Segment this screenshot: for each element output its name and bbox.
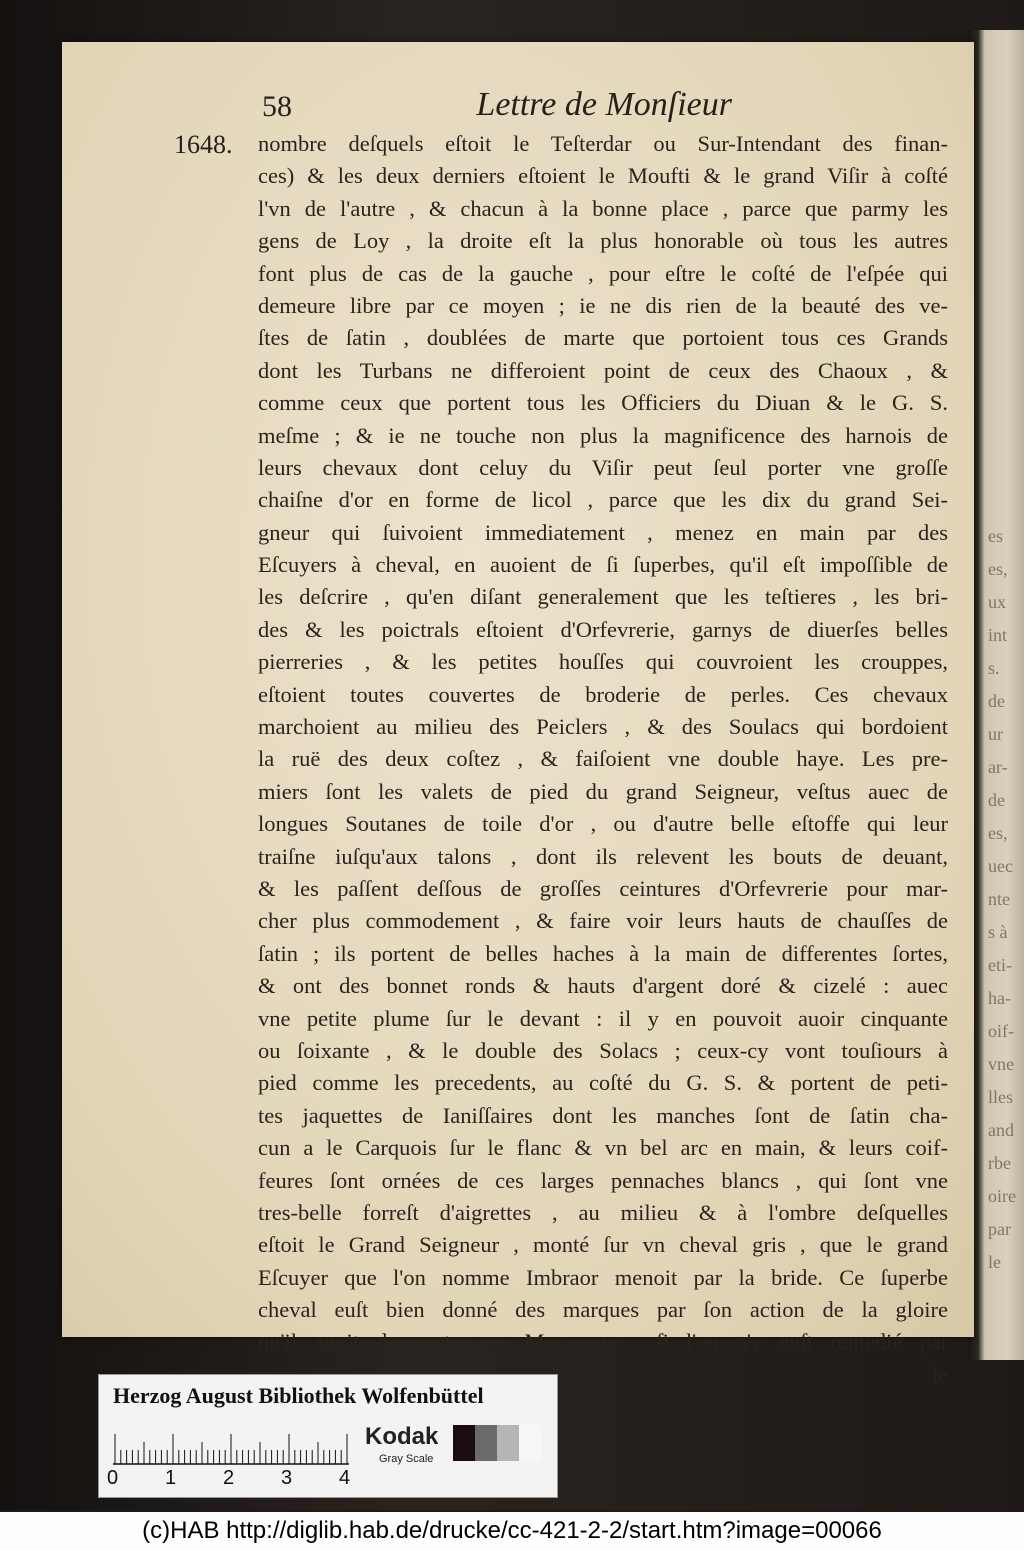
library-label-card [98,1374,558,1498]
facing-fragment: and [988,1120,1014,1140]
ruler-number: 1 [165,1467,177,1489]
body-text [258,128,948,1391]
text-line: cheval euſt bien donné des marques par ſon action de la gloire [258,1297,948,1323]
text-line: marchoient au milieu des Peiclers , & des Soulacs qui bordoient [258,714,948,740]
text-line: comme ceux que portent tous les Officiers du Diuan & le G. S. [258,390,948,416]
ruler-numbers [107,1467,357,1491]
ruler-number: 0 [107,1467,119,1489]
text-line: vne petite plume ſur le devant : il y en pouvoit auoir cinquante [258,1005,948,1031]
text-line: eſtoient toutes couvertes de broderie de perles. Ces chevaux [258,681,948,707]
gray-scale-label: Gray Scale [379,1453,434,1465]
kodak-logo: Kodak [365,1423,439,1450]
facing-fragment: de [988,790,1005,810]
facing-page-fragments [988,520,1024,1279]
gray-patch [519,1425,541,1461]
facing-fragment: par [988,1219,1011,1239]
gray-scale-patches [453,1425,541,1461]
facing-fragment: oire [988,1186,1016,1206]
text-line: ou ſoixante , & le double des Solacs ; ceux-cy vont touſiours à [258,1037,948,1063]
facing-fragment: ha- [988,988,1011,1008]
text-line: les deſcrire , qu'en diſant generalement que les teſtieres , les bri- [258,584,948,610]
text-line: gens de Loy , la droite eſt la plus honorable où tous les autres [258,228,948,254]
text-line: longues Soutanes de toile d'or , ou d'autre belle eſtoffe qui leur [258,811,948,837]
running-head [262,86,732,130]
text-line: pied comme les precedents, au coſté du G. S. & portent de peti- [258,1070,948,1096]
text-line: des & les poictrals eſtoient d'Orfevrerie, garnys de diuerſes belles [258,616,948,642]
facing-fragment: s. [988,658,1000,678]
facing-fragment: rbe [988,1153,1011,1173]
facing-fragment: oif- [988,1021,1014,1041]
facing-fragment: ux [988,592,1006,612]
text-line: ſtes de ſatin , doublées de marte que portoient tous ces Grands [258,325,948,351]
text-line: l'vn de l'autre , & chacun à la bonne place , parce que parmy les [258,195,948,221]
text-line: chaiſne d'or en forme de licol , parce que les dix du grand Sei- [258,487,948,513]
text-line: demeure libre par ce moyen ; ie ne dis rien de la beauté des ve- [258,292,948,318]
facing-fragment: nte [988,889,1010,909]
facing-fragment: uec [988,856,1013,876]
facing-fragment: s à [988,922,1008,942]
gray-patch [475,1425,497,1461]
ruler-number: 2 [223,1467,235,1489]
text-line: nombre deſquels eſtoit le Teſterdar ou Sur-Intendant des finan- [258,131,948,156]
text-line: ces) & les deux derniers eſtoient le Moufti & le grand Viſir à coſté [258,163,948,189]
facing-fragment: le [988,1252,1001,1272]
text-line: leurs chevaux dont celuy du Viſir peut ſeul porter vne groſſe [258,454,948,480]
text-line: feures ſont ornées de ces larges pennaches blancs , qui ſont vne [258,1167,948,1193]
margin-year: 1648. [174,130,233,159]
facing-fragment: vne [988,1054,1014,1074]
facing-fragment: es, [988,823,1008,843]
text-line: tes jaquettes de Ianiſſaires dont les manches ſont de ſatin cha- [258,1102,948,1128]
text-line: la ruë des deux coſtez , & faiſoient vne double haye. Les pre- [258,746,948,772]
running-title: Lettre de Monſieur [476,86,732,123]
gray-patch [497,1425,519,1461]
catchword: le [931,1361,948,1387]
text-line: ſatin ; ils portent de belles haches à la main de differentes ſortes, [258,940,948,966]
text-line: meſme ; & ie ne touche non plus la magnificence des harnois de [258,422,948,448]
facing-fragment: es, [988,559,1008,579]
text-line: tres-belle forreſt d'aigrettes , au milieu & à l'ombre deſquelles [258,1199,948,1225]
facing-fragment: lles [988,1087,1013,1107]
ruler-number: 3 [281,1467,293,1489]
library-name: Herzog August Bibliothek Wolfenbüttel [113,1383,484,1408]
text-line: cun a le Carquois ſur le flanc & vn bel arc en main, & leurs coif- [258,1135,948,1161]
text-line: & ont des bonnet ronds & hauts d'argent doré & cizelé : auec [258,973,948,999]
text-line: & les paſſent deſſous de groſſes ceintures d'Orfevrerie pour mar- [258,875,948,901]
text-line: traiſne iuſqu'aux talons , dont ils relevent les bouts de deuant, [258,843,948,869]
facing-fragment: eti- [988,955,1012,975]
text-line: pierreries , & les petites houſſes qui couvroient les crouppes, [258,649,948,675]
facing-fragment: es [988,526,1003,546]
ruler-number: 4 [339,1467,351,1489]
text-line: qu'il auoit de porter vn Monarque , ſi l'on n'y euſt remedié par [258,1329,948,1355]
copyright-url: (c)HAB http://diglib.hab.de/drucke/cc-421-2-2/start.htm?image=00066 [0,1512,1024,1550]
text-line: Eſcuyers à cheval, en auoient de ſi ſuperbes, qu'il eſt impoſſible de [258,552,948,578]
gray-patch [453,1425,475,1461]
scale-ruler [113,1427,349,1465]
text-line: Eſcuyer que l'on nomme Imbraor menoit par la bride. Ce ſuperbe [258,1264,948,1290]
text-line: cher plus commodement , & faire voir leurs hauts de chauſſes de [258,908,948,934]
facing-fragment: ar- [988,757,1008,777]
text-line: font plus de cas de la gauche , pour eſtre le coſté de l'eſpée qui [258,260,948,286]
facing-fragment: int [988,625,1008,645]
text-line: dont les Turbans ne differoient point de ceux des Chaoux , & [258,357,948,383]
text-line: miers ſont les valets de pied du grand Seigneur, veſtus auec de [258,778,948,804]
text-line: gneur qui ſuivoient immediatement , menez en main par des [258,519,948,545]
text-line: eſtoit le Grand Seigneur , monté ſur vn cheval gris , que le grand [258,1232,948,1258]
page-number: 58 [262,90,292,123]
facing-fragment: ur [988,724,1003,744]
facing-fragment: de [988,691,1005,711]
